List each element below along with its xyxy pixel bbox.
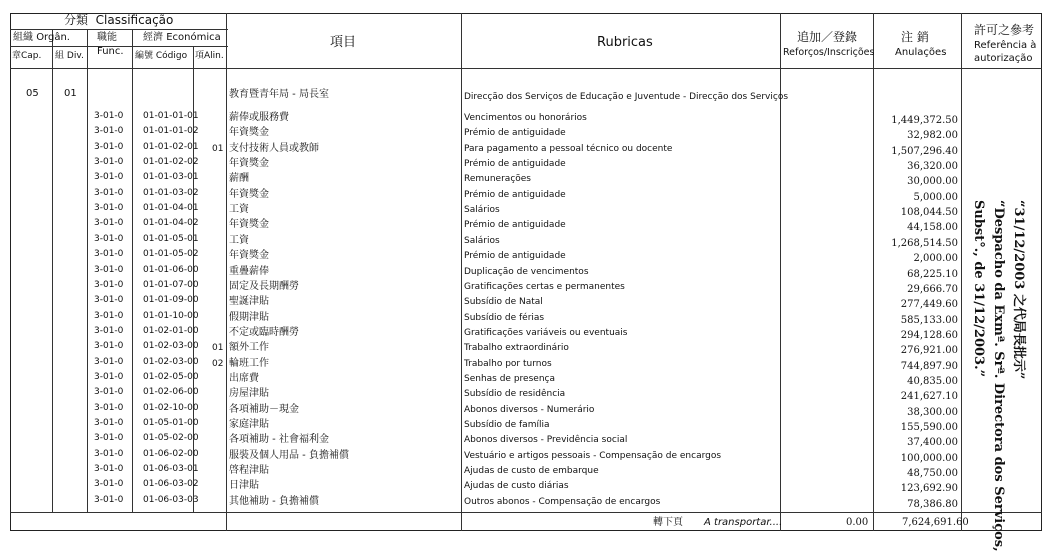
row-rubrica-pt: Subsídio de férias — [464, 312, 545, 323]
row-rubrica-pt: Vencimentos ou honorários — [464, 113, 587, 123]
row-rubrica-pt: Trabalho por turnos — [464, 358, 552, 369]
row-anulacao-amount: 48,750.00 — [907, 468, 958, 480]
row-rubrica-pt: Prémio de antiguidade — [464, 128, 566, 139]
row-item-zh: 聖誕津貼 — [229, 296, 269, 308]
row-item-zh: 家庭津貼 — [229, 419, 269, 430]
col-line-anulacoes — [961, 13, 962, 531]
row-rubrica-pt: Salários — [464, 205, 500, 216]
row-rubrica-pt: Prémio de antiguidade — [464, 159, 566, 170]
row-func: 3-01-0 — [94, 433, 124, 444]
row-code: 01-02-10-00 — [143, 402, 199, 413]
row-rubrica-pt: Remunerações — [464, 174, 531, 185]
row-anulacao-amount: 1,268,514.50 — [891, 237, 958, 249]
row-anulacao-amount: 2,000.00 — [913, 253, 958, 265]
row-rubrica-pt: Salários — [464, 235, 500, 246]
row-code: 01-06-03-03 — [143, 494, 199, 505]
row-func: 3-01-0 — [94, 233, 124, 244]
row-item-zh: 薪酬 — [229, 173, 249, 185]
row-alin: 02 — [212, 358, 224, 369]
row-item-zh: 不定或臨時酬勞 — [229, 326, 299, 338]
section-item-zh: 教育暨青年局 - 局長室 — [229, 89, 329, 100]
row-anulacao-amount: 5,000.00 — [913, 191, 958, 203]
row-code: 01-01-05-01 — [143, 233, 199, 244]
row-item-zh: 重疊薪俸 — [229, 265, 269, 277]
row-anulacao-amount: 294,128.60 — [900, 329, 958, 341]
row-rubrica-pt: Prémio de antiguidade — [464, 251, 566, 262]
row-func: 3-01-0 — [94, 172, 124, 183]
row-func: 3-01-0 — [94, 494, 124, 505]
row-anulacao-amount: 585,133.00 — [900, 314, 958, 326]
header-codigo-zh: 編號 — [135, 51, 154, 61]
row-item-zh: 房屋津貼 — [229, 388, 269, 400]
header-divider-classification — [10, 29, 228, 30]
row-code: 01-02-03-00 — [143, 341, 199, 352]
row-anulacao-amount: 68,225.10 — [907, 268, 958, 280]
row-anulacao-amount: 40,835.00 — [907, 375, 958, 387]
row-func: 3-01-0 — [94, 264, 124, 275]
row-code: 01-01-03-01 — [143, 172, 199, 183]
row-item-zh: 各項補助 - 社會福利金 — [229, 434, 329, 446]
row-item-zh: 固定及長期酬勞 — [229, 280, 299, 292]
row-item-zh: 工資 — [229, 204, 249, 216]
row-anulacao-amount: 744,897.90 — [900, 360, 958, 372]
row-item-zh: 支付技術人員或教師 — [229, 142, 319, 154]
row-code: 01-02-03-00 — [143, 356, 199, 367]
row-rubrica-pt: Abonos diversos - Numerário — [464, 404, 595, 415]
row-func: 3-01-0 — [94, 387, 124, 398]
row-rubrica-pt: Subsídio de residência — [464, 389, 566, 400]
row-func: 3-01-0 — [94, 356, 124, 367]
row-func: 3-01-0 — [94, 126, 124, 137]
header-item: 項目 — [330, 35, 357, 50]
header-econ-zh: 經濟 — [143, 32, 163, 43]
row-rubrica-pt: Duplicação de vencimentos — [464, 266, 589, 277]
row-anulacao-amount: 277,449.60 — [900, 299, 958, 311]
col-line-div — [87, 29, 88, 512]
section-cap: 05 — [26, 88, 39, 99]
header-func-zh: 職能 — [97, 32, 117, 43]
row-rubrica-pt: Subsídio de Natal — [464, 297, 543, 308]
header-organ-pt: Orgân. — [36, 32, 70, 43]
row-func: 3-01-0 — [94, 325, 124, 336]
row-rubrica-pt: Vestuário e artigos pessoais - Compensação de encargos — [464, 450, 722, 461]
row-func: 3-01-0 — [94, 187, 124, 198]
row-anulacao-amount: 38,300.00 — [907, 406, 958, 418]
row-func: 3-01-0 — [94, 371, 124, 382]
row-func: 3-01-0 — [94, 218, 124, 229]
row-anulacao-amount: 36,320.00 — [907, 161, 958, 173]
row-item-zh: 其他補助 - 負擔補償 — [229, 495, 319, 507]
authorization-line1: “31/12/2003 之代局長批示” — [1011, 200, 1026, 380]
row-code: 01-02-06-00 — [143, 387, 199, 398]
header-econ-pt: Económica — [166, 32, 221, 43]
header-reforcos-pt: Reforços/Inscrições — [783, 47, 875, 58]
row-item-zh: 額外工作 — [229, 342, 269, 354]
row-func: 3-01-0 — [94, 111, 124, 121]
row-rubrica-pt: Para pagamento a pessoal técnico ou docente — [464, 143, 673, 154]
row-func: 3-01-0 — [94, 464, 124, 475]
row-alin: 01 — [212, 143, 224, 154]
col-line-cap — [52, 29, 53, 512]
row-func: 3-01-0 — [94, 479, 124, 490]
row-code: 01-01-01-02 — [143, 126, 199, 137]
row-code: 01-01-07-00 — [143, 279, 199, 290]
row-code: 01-02-01-00 — [143, 325, 199, 336]
row-rubrica-pt: Abonos diversos - Previdência social — [464, 435, 628, 446]
header-func-pt: Func. — [97, 46, 124, 57]
row-rubrica-pt: Ajudas de custo de embarque — [464, 466, 599, 477]
header-classification — [64, 14, 173, 26]
authorization-line3: Subst°., de 31/12/2003.” — [971, 200, 986, 378]
row-item-zh: 啓程津貼 — [229, 465, 269, 477]
row-rubrica-pt: Gratificações variáveis ou eventuais — [464, 327, 628, 338]
footer-reforcos-total: 0.00 — [846, 517, 869, 528]
row-code: 01-02-05-00 — [143, 371, 199, 382]
authorization-line2: “Despacho da Exmª. Srª. Directora dos Serviços, — [991, 200, 1006, 552]
row-code: 01-01-02-02 — [143, 157, 199, 168]
row-code: 01-01-05-02 — [143, 249, 199, 260]
row-item-zh: 年資獎金 — [229, 127, 269, 139]
row-code: 01-01-04-02 — [143, 218, 199, 229]
row-code: 01-01-09-00 — [143, 295, 199, 306]
header-econ — [143, 33, 221, 43]
section-div: 01 — [64, 88, 77, 99]
row-rubrica-pt: Prémio de antiguidade — [464, 220, 566, 231]
header-organ-zh: 組織 — [13, 32, 33, 43]
header-alin: 項Alin. — [195, 51, 224, 61]
row-rubrica-pt: Trabalho extraordinário — [464, 343, 569, 354]
header-div-zh: 組 — [55, 51, 65, 61]
row-anulacao-amount: 32,982.00 — [907, 130, 958, 142]
row-func: 3-01-0 — [94, 402, 124, 413]
row-anulacao-amount: 276,921.00 — [900, 345, 958, 357]
header-reforcos-zh: 追加／登錄 — [797, 30, 858, 44]
col-line-reforcos — [873, 13, 874, 531]
row-anulacao-amount: 108,044.50 — [900, 207, 958, 219]
row-item-zh: 出席費 — [229, 372, 259, 384]
row-func: 3-01-0 — [94, 203, 124, 214]
row-anulacao-amount: 1,449,372.50 — [891, 115, 958, 126]
row-func: 3-01-0 — [94, 418, 124, 428]
row-item-zh: 服裝及個人用品 - 負擔補償 — [229, 449, 349, 461]
row-alin: 01 — [212, 343, 224, 354]
row-item-zh: 日津貼 — [229, 480, 259, 492]
header-ref-zh: 許可之參考 — [974, 23, 1035, 37]
header-codigo-pt: Código — [155, 51, 188, 61]
row-item-zh: 薪俸或服務費 — [229, 112, 289, 123]
row-anulacao-amount: 44,158.00 — [907, 222, 958, 234]
row-code: 01-06-02-00 — [143, 448, 199, 459]
row-anulacao-amount: 100,000.00 — [900, 452, 958, 464]
row-code: 01-05-01-00 — [143, 418, 199, 428]
authorization-note — [968, 200, 1028, 552]
row-code: 01-01-04-01 — [143, 203, 199, 214]
row-anulacao-amount: 1,507,296.40 — [891, 145, 958, 157]
footer-transport-pt: A transportar.... — [704, 517, 783, 528]
header-classif-pt: Classificação — [95, 13, 174, 27]
row-code: 01-01-06-00 — [143, 264, 199, 275]
row-code: 01-01-10-00 — [143, 310, 199, 321]
row-anulacao-amount: 241,627.10 — [900, 391, 958, 403]
header-div-pt: Div. — [66, 51, 84, 61]
row-item-zh: 工資 — [229, 234, 249, 246]
row-rubrica-pt: Ajudas de custo diárias — [464, 481, 569, 492]
row-rubrica-pt: Gratificações certas e permanentes — [464, 281, 625, 292]
row-code: 01-05-02-00 — [143, 433, 199, 444]
row-item-zh: 假期津貼 — [229, 311, 269, 323]
row-func: 3-01-0 — [94, 249, 124, 260]
header-cap: 章Cap. — [12, 51, 42, 61]
header-div — [55, 52, 84, 61]
header-ref-pt2: autorização — [974, 53, 1033, 64]
header-rubricas: Rubricas — [597, 35, 653, 50]
row-anulacao-amount: 155,590.00 — [900, 422, 958, 433]
row-anulacao-amount: 123,692.90 — [900, 483, 958, 495]
header-organ — [13, 33, 70, 43]
footer-transport-zh: 轉下頁 — [653, 517, 683, 528]
row-code: 01-01-01-01 — [143, 111, 199, 121]
header-ref-pt1: Referência à — [974, 40, 1037, 51]
row-code: 01-01-03-02 — [143, 187, 199, 198]
row-item-zh: 各項補助－現金 — [229, 403, 299, 415]
row-func: 3-01-0 — [94, 279, 124, 290]
row-anulacao-amount: 78,386.80 — [907, 498, 958, 510]
row-item-zh: 年資獎金 — [229, 188, 269, 200]
col-line-alin — [226, 13, 227, 531]
col-line-func — [132, 29, 133, 512]
footer-anul-total: 7,624,691.60 — [902, 517, 969, 528]
row-item-zh: 年資獎金 — [229, 250, 269, 262]
row-code: 01-06-03-01 — [143, 464, 199, 475]
row-func: 3-01-0 — [94, 341, 124, 352]
row-func: 3-01-0 — [94, 141, 124, 152]
row-func: 3-01-0 — [94, 448, 124, 459]
row-item-zh: 年資獎金 — [229, 158, 269, 170]
row-rubrica-pt: Prémio de antiguidade — [464, 189, 566, 200]
header-classif-zh: 分類 — [64, 13, 89, 27]
header-anul-pt: Anulações — [895, 47, 947, 58]
row-item-zh: 輪班工作 — [229, 357, 269, 369]
footer-top-line — [10, 512, 1042, 513]
header-codigo — [135, 52, 187, 61]
row-item-zh: 年資獎金 — [229, 219, 269, 231]
row-anulacao-amount: 37,400.00 — [907, 437, 958, 449]
row-func: 3-01-0 — [94, 157, 124, 168]
row-code: 01-01-02-01 — [143, 141, 199, 152]
row-anulacao-amount: 29,666.70 — [907, 283, 958, 295]
row-anulacao-amount: 30,000.00 — [907, 176, 958, 188]
header-anul-zh: 注 銷 — [901, 30, 929, 44]
row-func: 3-01-0 — [94, 295, 124, 306]
section-item-pt: Direcção dos Serviços de Educação e Juventude - Direcção dos Serviços — [464, 92, 789, 102]
row-rubrica-pt: Subsídio de família — [464, 420, 550, 430]
col-line-item — [461, 13, 462, 531]
row-code: 01-06-03-02 — [143, 479, 199, 490]
row-rubrica-pt: Outros abonos - Compensação de encargos — [464, 496, 661, 507]
header-bottom-line — [10, 68, 1042, 69]
col-line-rubricas — [780, 13, 781, 531]
row-func: 3-01-0 — [94, 310, 124, 321]
row-rubrica-pt: Senhas de presença — [464, 373, 555, 384]
